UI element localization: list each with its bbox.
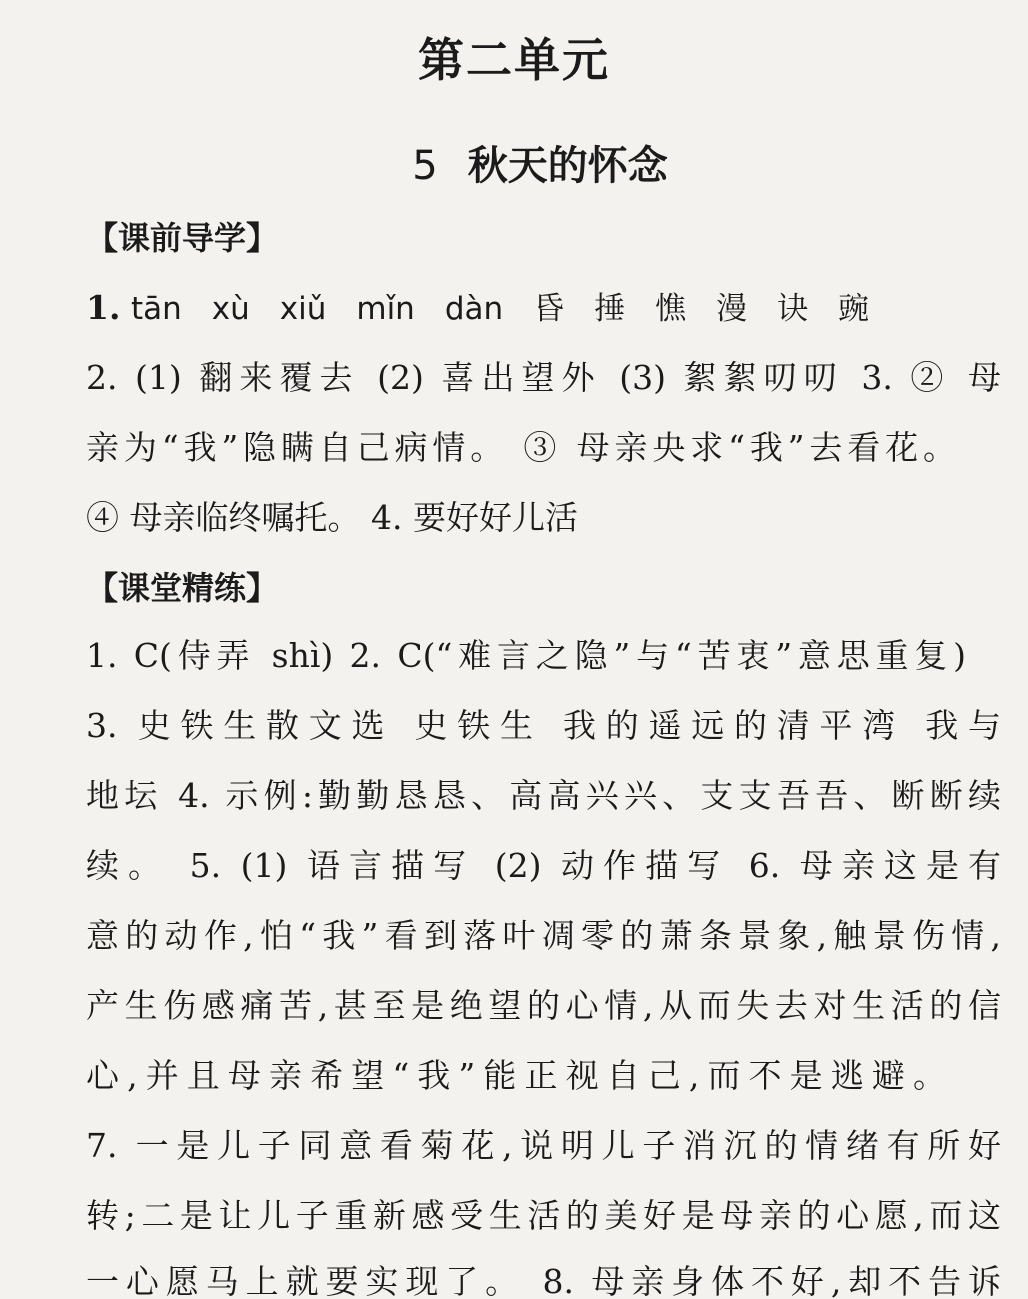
answer-line-10: 产生伤感痛苦,甚至是绝望的心情,从而失去对生活的信 (86, 986, 1001, 1025)
answer-line-9: 意的动作,怕“我”看到落叶凋零的萧条景象,触景伤情, (86, 916, 1001, 955)
lesson-number: 5 (412, 143, 438, 189)
answer-line-12: 7. 一是儿子同意看菊花,说明儿子消沉的情绪有所好 (86, 1126, 1001, 1165)
answer-line-6: 3. 史铁生散文选 史铁生 我的遥远的清平湾 我与 (86, 706, 1001, 745)
lesson-name: 秋天的怀念 (467, 143, 668, 189)
section-pre-class: 【课前导学】 (86, 219, 279, 257)
answer-line-2: 2. (1) 翻来覆去 (2) 喜出望外 (3) 絮絮叨叨 3. ② 母 (86, 358, 1001, 397)
section-in-class: 【课堂精练】 (86, 569, 279, 607)
answer-line-1 (86, 286, 998, 331)
answer-line-4: ④ 母亲临终嘱托。 4. 要好好儿活 (86, 498, 578, 537)
lesson-title (0, 134, 1028, 191)
answer-line-7: 地坛 4. 示例:勤勤恳恳、高高兴兴、支支吾吾、断断续 (86, 776, 1001, 815)
answer-line-8: 续。 5. (1) 语言描写 (2) 动作描写 6. 母亲这是有 (86, 846, 1001, 885)
answer-line-3: 亲为“我”隐瞒自己病情。 ③ 母亲央求“我”去看花。 (86, 428, 956, 467)
pinyin-answers: tān xù xiǔ mǐn dàn 昏 捶 憔 漫 诀 豌 (130, 291, 870, 327)
answer-line-13: 转;二是让儿子重新感受生活的美好是母亲的心愿,而这 (86, 1196, 1001, 1235)
answer-line-11: 心,并且母亲希望“我”能正视自己,而不是逃避。 (86, 1056, 946, 1095)
answer-line-14: 一心愿马上就要实现了。 8. 母亲身体不好,却不告诉 (86, 1262, 1001, 1299)
unit-title: 第二单元 (418, 33, 610, 87)
item-number: 1. (86, 288, 121, 327)
answer-line-5: 1. C(侍弄 shì) 2. C(“难言之隐”与“苦衷”意思重复) (86, 636, 966, 675)
